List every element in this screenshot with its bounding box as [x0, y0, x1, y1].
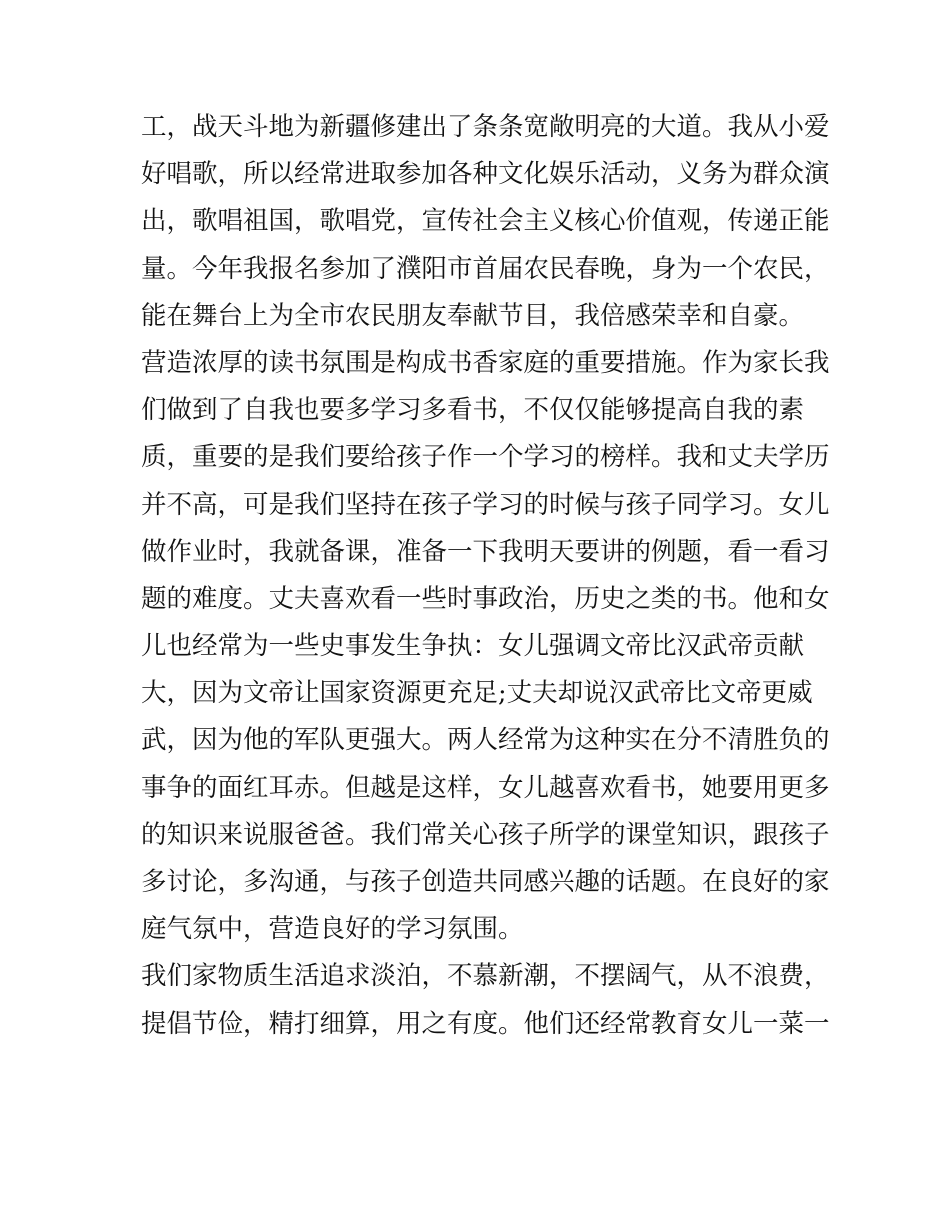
text-line: 武，因为他的军队更强大。两人经常为这种实在分不清胜负的 — [141, 725, 830, 756]
text-line: 做作业时，我就备课，准备一下我明天要讲的例题，看一看习 — [141, 536, 830, 567]
text-line: 量。今年我报名参加了濮阳市首届农民春晚，身为一个农民， — [141, 253, 830, 284]
text-line: 提倡节俭，精打细算，用之有度。他们还经常教育女儿一菜一 — [141, 1008, 830, 1039]
text-line: 多讨论，多沟通，与孩子创造共同感兴趣的话题。在良好的家 — [141, 867, 830, 897]
text-line: 的知识来说服爸爸。我们常关心孩子所学的课堂知识，跟孩子 — [141, 819, 830, 850]
text-line: 出，歌唱祖国，歌唱党，宣传社会主义核心价值观，传递正能 — [141, 206, 830, 237]
text-line: 事争的面红耳赤。但越是这样，女儿越喜欢看书，她要用更多 — [141, 772, 830, 803]
text-line: 好唱歌，所以经常进取参加各种文化娱乐活动，义务为群众演 — [141, 159, 830, 190]
text-line: 质，重要的是我们要给孩子作一个学习的榜样。我和丈夫学历 — [141, 442, 830, 473]
text-line: 题的难度。丈夫喜欢看一些时事政治，历史之类的书。他和女 — [141, 583, 830, 614]
text-line: 工，战天斗地为新疆修建出了条条宽敞明亮的大道。我从小爱 — [141, 112, 830, 142]
text-line: 大，因为文帝让国家资源更充足;丈夫却说汉武帝比文帝更威 — [141, 678, 813, 709]
text-line: 并不高，可是我们坚持在孩子学习的时候与孩子同学习。女儿 — [141, 489, 830, 520]
text-line: 庭气氛中，营造良好的学习氛围。 — [141, 914, 524, 945]
text-line: 营造浓厚的读书氛围是构成书香家庭的重要措施。作为家长我 — [141, 347, 830, 378]
text-line: 能在舞台上为全市农民朋友奉献节目，我倍感荣幸和自豪。 — [141, 300, 805, 331]
text-line: 儿也经常为一些史事发生争执：女儿强调文帝比汉武帝贡献 — [141, 631, 805, 662]
text-line: 我们家物质生活追求淡泊，不慕新潮，不摆阔气，从不浪费， — [141, 961, 830, 992]
text-line: 们做到了自我也要多学习多看书，不仅仅能够提高自我的素 — [141, 395, 805, 426]
document-body — [141, 104, 830, 1048]
